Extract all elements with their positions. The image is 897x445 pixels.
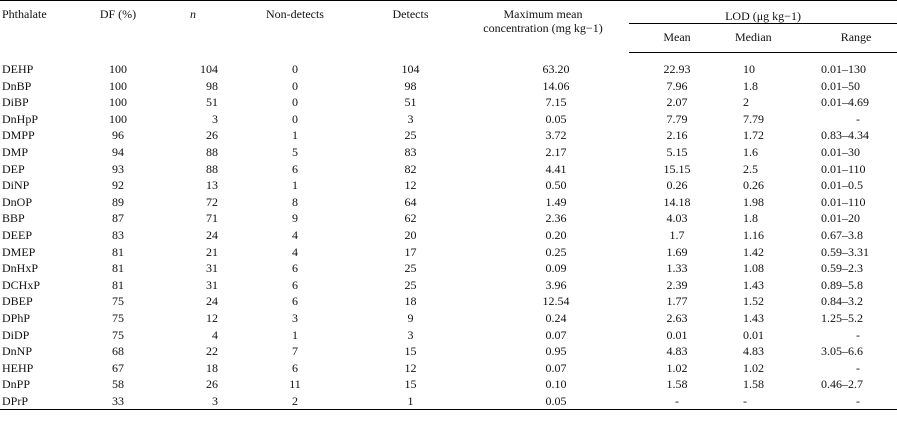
cell-lod-range: - <box>856 111 861 126</box>
table-row <box>0 310 897 327</box>
cell-df: 93 <box>112 161 124 176</box>
cell-lod-median: 0.26 <box>743 178 764 193</box>
cell-non-detects: 0 <box>292 111 298 126</box>
cell-lod-mean: 22.93 <box>663 62 691 76</box>
header-median: Median <box>725 24 815 53</box>
cell-n: 24 <box>206 294 218 309</box>
cell-phthalate: DiDP <box>2 327 30 342</box>
cell-lod-mean: 15.15 <box>663 161 691 176</box>
cell-df: 68 <box>112 344 124 359</box>
cell-lod-median: 1.52 <box>743 294 764 309</box>
table-header <box>0 1 897 53</box>
table-row <box>0 210 897 227</box>
cell-lod-mean: 4.83 <box>666 344 688 359</box>
cell-df: 81 <box>112 244 124 259</box>
table-row <box>0 144 897 161</box>
header-phthalate: Phthalate <box>0 1 70 53</box>
table-body <box>0 53 897 410</box>
cell-detects: 17 <box>404 244 417 259</box>
cell-n: 26 <box>206 128 218 143</box>
cell-max-mean: 0.05 <box>545 111 567 126</box>
cell-n: 21 <box>206 244 218 259</box>
cell-max-mean: 0.20 <box>545 227 567 242</box>
cell-detects: 15 <box>404 344 417 359</box>
cell-lod-median: 1.08 <box>743 261 764 276</box>
cell-max-mean: 0.50 <box>545 178 567 193</box>
cell-phthalate: DnHxP <box>2 261 39 276</box>
header-n: n <box>166 1 226 53</box>
cell-lod-range: 0.01–4.69 <box>821 95 869 110</box>
cell-lod-range: 0.67–3.8 <box>821 227 863 242</box>
cell-max-mean: 0.95 <box>545 344 567 359</box>
cell-max-mean: 3.72 <box>545 128 567 143</box>
table-row <box>0 111 897 128</box>
table-row <box>0 376 897 393</box>
cell-df: 100 <box>109 95 127 110</box>
cell-phthalate: DnNP <box>2 344 33 359</box>
table-row <box>0 360 897 377</box>
cell-lod-median: 1.42 <box>743 244 764 259</box>
cell-n: 98 <box>206 78 218 93</box>
cell-n: 31 <box>206 261 218 276</box>
cell-lod-mean: 2.39 <box>666 277 688 292</box>
cell-lod-mean: 1.69 <box>666 244 688 259</box>
cell-df: 83 <box>112 227 124 242</box>
cell-non-detects: 6 <box>292 261 298 276</box>
cell-non-detects: 6 <box>292 360 298 375</box>
cell-lod-mean: 2.63 <box>666 310 688 325</box>
cell-phthalate: DMP <box>2 144 29 159</box>
cell-lod-mean: 1.77 <box>666 294 688 309</box>
cell-df: 75 <box>112 310 124 325</box>
cell-phthalate: DnPP <box>2 377 31 392</box>
cell-n: 3 <box>212 111 218 126</box>
cell-lod-mean: 1.7 <box>669 227 685 242</box>
cell-lod-median: 1.6 <box>743 144 758 159</box>
cell-lod-median: 10 <box>743 62 755 76</box>
cell-detects: 3 <box>407 111 414 126</box>
cell-detects: 62 <box>404 211 417 226</box>
cell-max-mean: 3.96 <box>545 277 567 292</box>
cell-lod-range: 0.01–20 <box>821 211 860 226</box>
cell-detects: 82 <box>404 161 417 176</box>
cell-lod-mean: - <box>629 393 725 410</box>
header-df: DF (%) <box>70 1 166 53</box>
cell-non-detects: 3 <box>292 310 298 325</box>
cell-phthalate: DiBP <box>2 95 29 110</box>
header-lod: LOD (μg kg−1) <box>629 1 897 24</box>
cell-lod-range: - <box>815 393 897 410</box>
cell-df: 100 <box>109 111 127 126</box>
cell-df: 75 <box>112 294 124 309</box>
cell-lod-mean: 0.01 <box>666 327 688 342</box>
cell-detects: 25 <box>404 128 417 143</box>
cell-lod-median: 1.8 <box>743 78 758 93</box>
cell-n: 72 <box>206 194 218 209</box>
cell-df: 100 <box>109 61 127 76</box>
cell-phthalate: DEEP <box>2 227 32 242</box>
cell-phthalate: DnHpP <box>2 111 39 126</box>
table-row <box>0 277 897 294</box>
table-row <box>0 94 897 111</box>
table-row <box>0 327 897 344</box>
cell-df: 87 <box>112 211 124 226</box>
cell-df: 67 <box>112 360 124 375</box>
cell-lod-mean: 0.26 <box>666 178 688 193</box>
cell-max-mean: 0.10 <box>545 377 567 392</box>
cell-max-mean: 0.07 <box>545 360 567 375</box>
cell-detects: 64 <box>404 194 417 209</box>
cell-detects: 25 <box>404 277 417 292</box>
cell-lod-range: - <box>856 360 861 375</box>
cell-df: 33 <box>70 393 166 410</box>
cell-phthalate: DnOP <box>2 194 33 209</box>
cell-lod-range: 0.01–110 <box>821 194 866 209</box>
cell-max-mean: 14.06 <box>542 78 570 93</box>
cell-non-detects: 1 <box>292 327 298 342</box>
cell-lod-mean: 7.79 <box>666 111 688 126</box>
cell-lod-range: 0.89–5.8 <box>821 277 863 292</box>
cell-max-mean: 12.54 <box>542 294 570 309</box>
cell-lod-range: 0.46–2.7 <box>821 377 863 392</box>
cell-n: 26 <box>206 377 218 392</box>
cell-non-detects: 2 <box>226 393 364 410</box>
table-row <box>0 260 897 277</box>
cell-detects: 12 <box>404 360 417 375</box>
cell-lod-range: 0.83–4.34 <box>821 128 869 143</box>
cell-n: 24 <box>206 227 218 242</box>
cell-non-detects: 5 <box>292 144 298 159</box>
cell-lod-range: 0.01–50 <box>821 78 860 93</box>
cell-non-detects: 6 <box>292 277 298 292</box>
cell-lod-median: 1.43 <box>743 277 764 292</box>
cell-n: 88 <box>206 144 218 159</box>
cell-lod-median: 2 <box>743 95 749 110</box>
cell-non-detects: 6 <box>292 294 298 309</box>
cell-lod-median: 1.98 <box>743 194 764 209</box>
cell-lod-mean: 1.58 <box>666 377 688 392</box>
cell-lod-median: 1.72 <box>743 128 764 143</box>
cell-df: 75 <box>112 327 124 342</box>
cell-lod-median: 1.43 <box>743 310 764 325</box>
table-row <box>0 194 897 211</box>
cell-lod-median: 4.83 <box>743 344 764 359</box>
cell-df: 81 <box>112 261 124 276</box>
cell-lod-mean: 7.96 <box>666 78 688 93</box>
cell-phthalate: DMPP <box>2 128 35 143</box>
cell-lod-mean: 1.33 <box>666 261 688 276</box>
header-range: Range <box>815 24 897 53</box>
cell-max-mean: 2.17 <box>545 144 567 159</box>
cell-df: 89 <box>112 194 124 209</box>
cell-non-detects: 4 <box>292 244 298 259</box>
cell-lod-mean: 2.07 <box>666 95 688 110</box>
cell-n: 3 <box>166 393 226 410</box>
cell-non-detects: 0 <box>292 95 298 110</box>
cell-df: 58 <box>112 377 124 392</box>
cell-lod-mean: 4.03 <box>666 211 688 226</box>
cell-lod-mean: 1.02 <box>666 360 688 375</box>
cell-df: 100 <box>109 78 127 93</box>
cell-detects: 104 <box>401 61 420 76</box>
cell-n: 71 <box>206 211 218 226</box>
cell-lod-range: 0.01–30 <box>821 144 860 159</box>
cell-df: 94 <box>112 144 124 159</box>
table-row <box>0 227 897 244</box>
cell-n: 31 <box>206 277 218 292</box>
cell-n: 51 <box>206 95 218 110</box>
cell-non-detects: 8 <box>292 194 298 209</box>
cell-lod-range: 0.01–130 <box>821 62 866 76</box>
header-detects: Detects <box>364 1 457 53</box>
cell-non-detects: 11 <box>289 377 301 392</box>
cell-non-detects: 7 <box>292 344 298 359</box>
header-mean: Mean <box>629 24 725 53</box>
cell-lod-median: - <box>725 393 815 410</box>
cell-lod-range: 0.01–0.5 <box>821 178 863 193</box>
cell-non-detects: 0 <box>292 78 298 93</box>
header-max-mean <box>457 1 629 53</box>
table-row <box>0 343 897 360</box>
cell-lod-median: 1.16 <box>743 227 764 242</box>
cell-phthalate: DBEP <box>2 294 33 309</box>
cell-max-mean: 4.41 <box>545 161 567 176</box>
cell-detects: 25 <box>404 261 417 276</box>
cell-max-mean: 1.49 <box>545 194 567 209</box>
cell-max-mean: 0.25 <box>545 244 567 259</box>
cell-n: 104 <box>200 61 218 76</box>
cell-max-mean: 7.15 <box>545 95 567 110</box>
table-row <box>0 244 897 261</box>
cell-max-mean: 0.24 <box>545 310 567 325</box>
table-row <box>0 53 897 78</box>
cell-lod-range: 0.59–2.3 <box>821 261 863 276</box>
cell-df: 96 <box>112 128 124 143</box>
cell-max-mean: 0.05 <box>457 393 629 410</box>
cell-detects: 51 <box>404 95 417 110</box>
cell-lod-range: 0.01–110 <box>821 161 866 176</box>
cell-phthalate: DnBP <box>2 78 32 93</box>
cell-detects: 18 <box>404 294 417 309</box>
cell-lod-median: 1.02 <box>743 360 764 375</box>
cell-detects: 98 <box>404 78 417 93</box>
cell-non-detects: 9 <box>292 211 298 226</box>
header-non-detects: Non-detects <box>226 1 364 53</box>
table-row <box>0 293 897 310</box>
cell-detects: 83 <box>404 144 417 159</box>
header-max-mean-line1: Maximum mean <box>503 7 583 21</box>
cell-non-detects: 1 <box>292 178 298 193</box>
cell-lod-range: 1.25–5.2 <box>821 310 863 325</box>
cell-detects: 20 <box>404 227 417 242</box>
cell-non-detects: 1 <box>292 128 298 143</box>
cell-phthalate: DiNP <box>2 178 30 193</box>
cell-lod-median: 0.01 <box>743 327 764 342</box>
cell-n: 4 <box>212 327 218 342</box>
cell-detects: 15 <box>404 377 417 392</box>
cell-lod-mean: 14.18 <box>663 194 691 209</box>
cell-phthalate: HEHP <box>2 360 34 375</box>
cell-n: 12 <box>206 310 218 325</box>
cell-phthalate: DPhP <box>2 310 31 325</box>
cell-phthalate: DMEP <box>2 244 36 259</box>
cell-phthalate: DCHxP <box>2 277 41 292</box>
cell-lod-median: 7.79 <box>743 111 764 126</box>
table-row <box>0 177 897 194</box>
cell-n: 13 <box>206 178 218 193</box>
table-row <box>0 127 897 144</box>
cell-lod-mean: 5.15 <box>666 144 688 159</box>
cell-n: 88 <box>206 161 218 176</box>
cell-max-mean: 0.07 <box>545 327 567 342</box>
table-row <box>0 161 897 178</box>
cell-phthalate: BBP <box>2 211 25 226</box>
cell-non-detects: 6 <box>292 161 298 176</box>
cell-lod-range: - <box>856 327 861 342</box>
cell-max-mean: 63.20 <box>542 61 570 76</box>
cell-detects: 3 <box>407 327 414 342</box>
cell-lod-median: 2.5 <box>743 161 758 176</box>
cell-detects: 9 <box>407 310 414 325</box>
cell-df: 92 <box>112 178 124 193</box>
cell-lod-range: 0.84–3.2 <box>821 294 863 309</box>
cell-n: 18 <box>206 360 218 375</box>
cell-df: 81 <box>112 277 124 292</box>
cell-detects: 1 <box>364 393 457 410</box>
cell-lod-median: 1.8 <box>743 211 758 226</box>
cell-non-detects: 4 <box>292 227 298 242</box>
cell-phthalate: DEHP <box>2 61 34 76</box>
cell-lod-range: 3.05–6.6 <box>821 344 863 359</box>
table-row <box>0 393 897 410</box>
cell-lod-median: 1.58 <box>743 377 764 392</box>
cell-lod-mean: 2.16 <box>666 128 688 143</box>
cell-phthalate: DEP <box>2 161 25 176</box>
cell-max-mean: 0.09 <box>545 261 567 276</box>
cell-max-mean: 2.36 <box>545 211 567 226</box>
cell-n: 22 <box>206 344 218 359</box>
cell-non-detects: 0 <box>292 61 298 76</box>
cell-detects: 12 <box>404 178 417 193</box>
cell-lod-range: 0.59–3.31 <box>821 244 869 259</box>
table-row <box>0 78 897 95</box>
header-max-mean-line2: concentration (mg kg−1) <box>483 21 603 35</box>
cell-phthalate: DPrP <box>0 393 70 410</box>
